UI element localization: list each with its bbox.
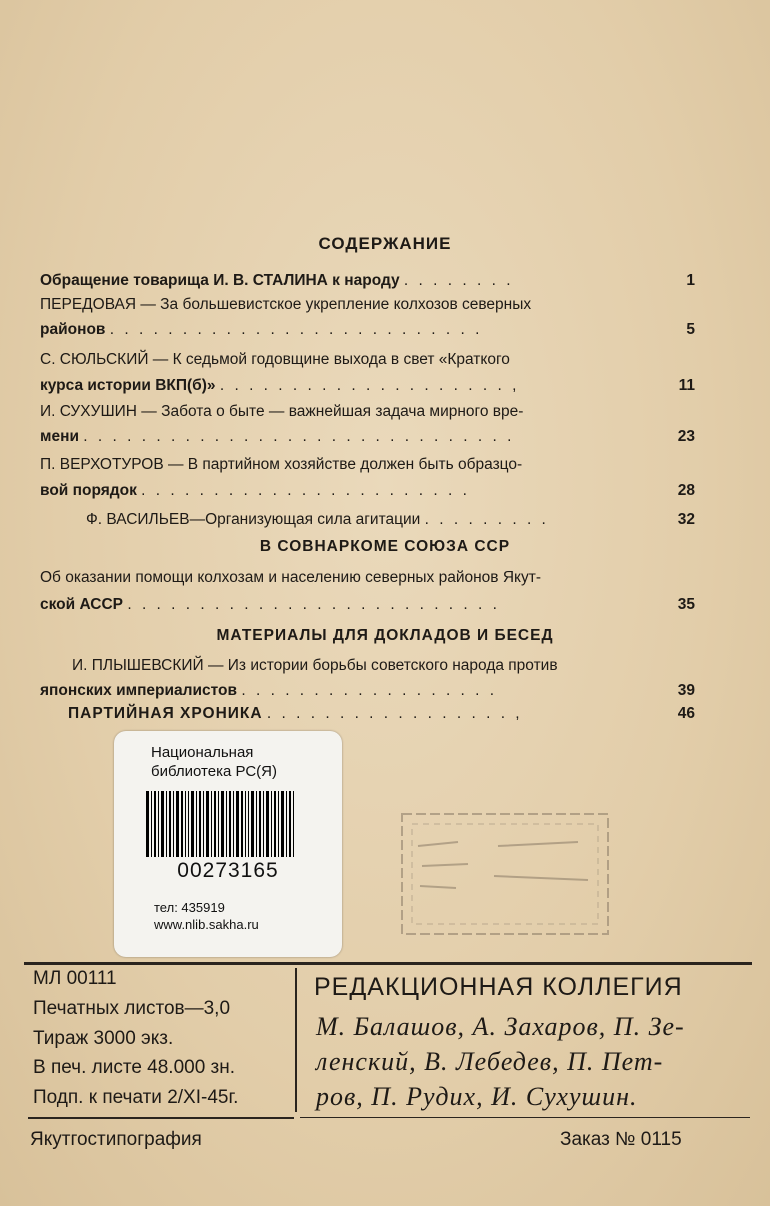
horizontal-rule [24, 962, 752, 965]
toc-entry-text: Ф. ВАСИЛЬЕВ—Организующая сила агитации [86, 511, 421, 528]
library-stamp [398, 806, 613, 941]
toc-entry-verkhoturov [40, 456, 695, 474]
toc-entry-stalin: Обращение товарища И. В. СТАЛИНА к народу . . . . . . . . 1 [40, 272, 695, 289]
barcode-number: 00273165 [177, 859, 279, 882]
horizontal-rule [28, 1117, 294, 1119]
editorial-board-line1: М. Балашов, А. Захаров, П. Зе- [316, 1012, 685, 1041]
toc-entry-text-cont: районов [40, 321, 106, 338]
toc-entry-text-cont: вой порядок [40, 482, 137, 499]
toc-entry-vasiliev: Ф. ВАСИЛЬЕВ—Организующая сила агитации . . . . . . . . . 32 [86, 511, 695, 528]
toc-entry-text-cont: мени [40, 428, 79, 445]
toc-entry-text: ПАРТИЙНАЯ ХРОНИКА [68, 705, 263, 722]
imprint-ml: МЛ 00111 [33, 968, 117, 989]
toc-entry-text: Об оказании помощи колхозам и населению северных районов Якут- [40, 569, 541, 586]
toc-entry-text-cont: японских империалистов [40, 682, 238, 699]
toc-entry-sovnarkom [40, 569, 695, 587]
toc-title: СОДЕРЖАНИЕ [318, 234, 452, 253]
toc-page-number: 39 [677, 682, 695, 699]
toc-page-number: 1 [686, 272, 695, 289]
toc-entry-text: ПЕРЕДОВАЯ — За большевистское укрепление колхозов северных [40, 296, 532, 313]
toc-entry-sukhushin [40, 403, 695, 421]
section-heading-sovnarkom: В СОВНАРКОМЕ СОЮЗА ССР [259, 538, 511, 555]
imprint-characters: В печ. листе 48.000 зн. [33, 1057, 236, 1078]
editorial-board-line3: ров, П. Рудих, И. Сухушин. [316, 1082, 638, 1111]
toc-entry-text: И. ПЛЫШЕВСКИЙ — Из истории борьбы советского народа против [72, 657, 558, 674]
library-website: www.nlib.sakha.ru [154, 917, 259, 932]
imprint-signed: Подп. к печати 2/XI-45г. [33, 1087, 239, 1108]
toc-page-number: 11 [678, 377, 695, 394]
horizontal-rule [300, 1117, 750, 1118]
library-phone: тел: 435919 [154, 900, 225, 915]
toc-entry-text-cont: ской АССР [40, 596, 124, 613]
toc-entry-text-cont: курса истории ВКП(б)» [40, 377, 216, 394]
toc-page-number: 35 [677, 596, 695, 613]
toc-page-number: 23 [677, 428, 695, 445]
editorial-board-line2: ленский, В. Лебедев, П. Пет- [316, 1047, 664, 1076]
library-name-line1: Национальная [151, 744, 254, 761]
toc-entry-text: И. СУХУШИН — Забота о быте — важнейшая задача мирного вре- [40, 403, 524, 420]
toc-entry-text: Обращение товарища И. В. СТАЛИНА к народу [40, 272, 400, 289]
library-sticker [114, 731, 342, 957]
library-name-line2: библиотека РС(Я) [151, 763, 277, 780]
toc-page-number: 46 [677, 705, 695, 722]
toc-entry-chronicle: ПАРТИЙНАЯ ХРОНИКА . . . . . . . . . . . . . . . . . , 46 [68, 705, 695, 722]
toc-entry-text: С. СЮЛЬСКИЙ — К седьмой годовщине выхода в свет «Краткого [40, 351, 510, 368]
toc-page-number: 32 [677, 511, 695, 528]
editorial-board-title: РЕДАКЦИОННАЯ КОЛЛЕГИЯ [314, 973, 683, 1001]
toc-page-number: 28 [677, 482, 695, 499]
toc-entry-editorial [40, 296, 695, 314]
toc-entry-plyshevsky [72, 657, 695, 675]
vertical-rule [295, 968, 297, 1112]
imprint-sheets: Печатных листов—3,0 [33, 998, 231, 1019]
imprint-print-run: Тираж 3000 экз. [33, 1028, 174, 1049]
printer-name: Якутгостипография [30, 1129, 202, 1150]
toc-entry-text: П. ВЕРХОТУРОВ — В партийном хозяйстве должен быть образцо- [40, 456, 523, 473]
order-number: Заказ № 0115 [560, 1129, 682, 1150]
toc-entry-syulsky [40, 351, 695, 369]
toc-page-number: 5 [686, 321, 695, 338]
barcode [146, 791, 294, 857]
section-heading-materials: МАТЕРИАЛЫ ДЛЯ ДОКЛАДОВ И БЕСЕД [216, 627, 554, 644]
